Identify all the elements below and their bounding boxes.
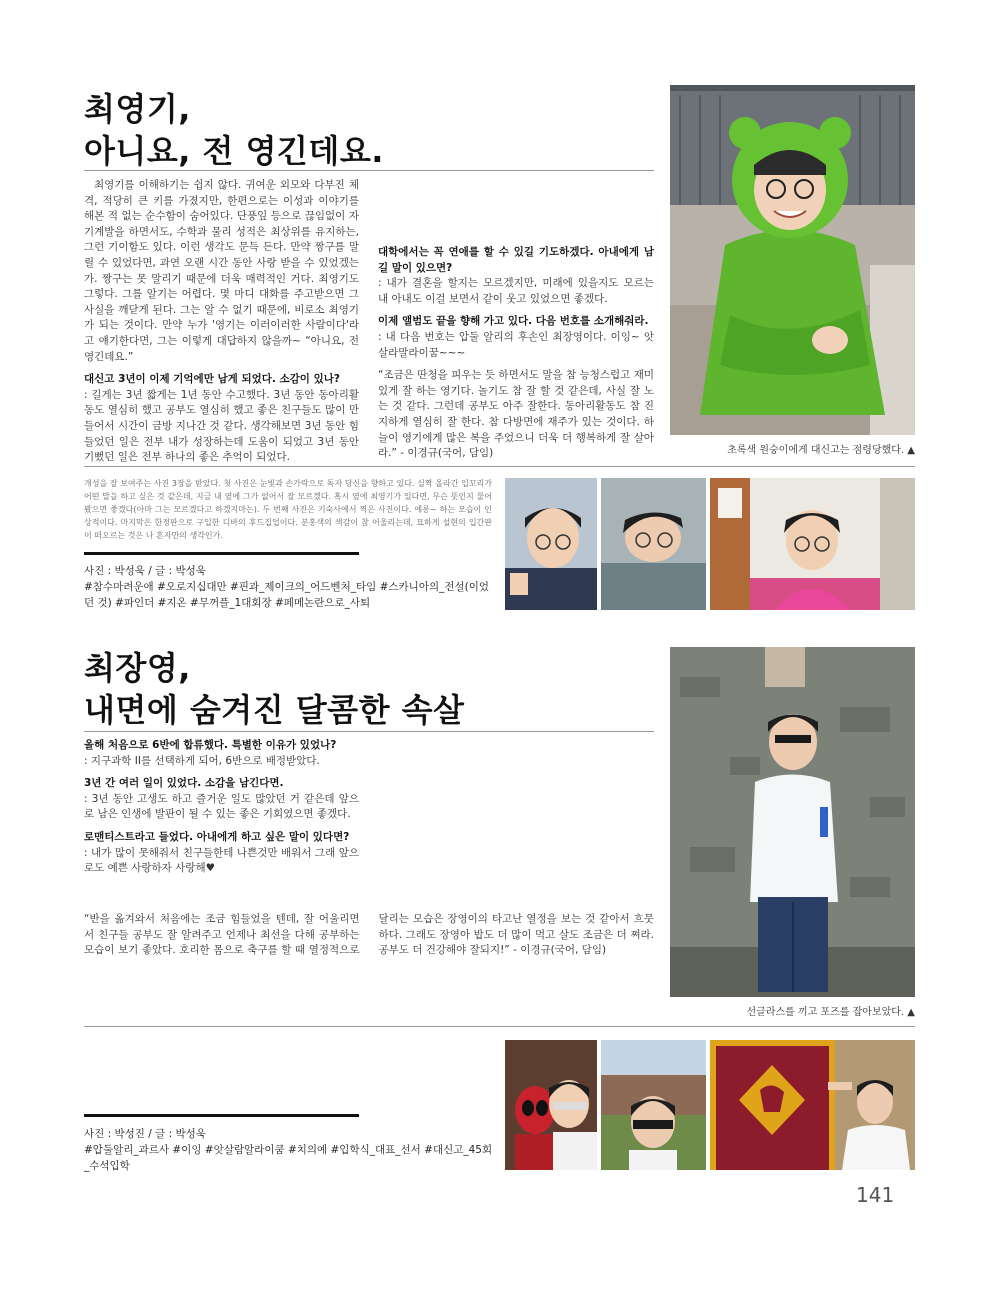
section1-credit: 사진 : 박성욱 / 글 : 박성욱	[84, 565, 206, 577]
section2-small-photo-3	[710, 1040, 915, 1170]
section2-photo-caption: 선글라스를 끼고 포즈를 잡아보았다. ▲	[746, 1007, 915, 1018]
section1-teacher-quote: “조금은 딴청을 피우는 듯 하면서도 말을 참 능청스럽고 재미있게 잘 하는 영기다. 놀기도 참 잘 할 것 같은데, 사실 잘 노는 것 같다. 그런데 공부도 아주 잘한다. 동아리활동도 참 진지하게 열심히 잘 한다. 참 다방면에 재주가 있는 것이다. 하늘이 영기에게 많은 복을 주었으니 더욱 더 행복하게 잘 살아라.” - 이경규(국어, 담임)	[378, 369, 654, 460]
section2-title-rule	[84, 731, 654, 732]
section1-credit-rule	[84, 552, 359, 555]
section1-title-rule	[84, 170, 654, 171]
section1-title-line1: 최영기,	[84, 90, 191, 128]
section2-small-photo-1	[505, 1040, 597, 1170]
section2-divider	[84, 1026, 915, 1027]
section1-small-photo-2	[601, 478, 706, 610]
section2-credits	[84, 1126, 494, 1174]
section2-answer-1: : 지구과학 II를 선택하게 되어, 6반으로 배정받았다.	[84, 754, 320, 767]
section2-answer-2: : 3년 동안 고생도 하고 즐거운 일도 많았던 거 같은데 앞으로 남은 인생에 발판이 될 수 있는 좋은 기회였으면 좋겠다.	[84, 792, 359, 821]
section2-title	[84, 647, 654, 731]
section2-credit-rule	[84, 1114, 359, 1117]
section1-credits	[84, 563, 494, 611]
section2-small-photo-2	[601, 1040, 706, 1170]
section1-column-right	[378, 245, 654, 469]
section2-title-line2: 내면에 숨겨진 달콤한 속살	[84, 691, 465, 729]
section1-title-line2: 아니요, 전 영긴데요.	[84, 132, 384, 170]
section2-tags: #압둘알리_과르사 #이잉 #앗살람알라이쿰 #치의예 #입학식_대표_선서 #대신고_45회_수석입학	[84, 1144, 493, 1172]
section1-small-photo-1	[505, 478, 597, 610]
section2-question-3: 로맨티스트라고 들었다. 아내에게 하고 싶은 말이 있다면?	[84, 830, 350, 843]
section1-small-photo-3	[710, 478, 915, 610]
section2-title-line1: 최장영,	[84, 649, 191, 687]
section2-column-left	[84, 738, 359, 884]
section1-photo-caption: 초록색 원숭이에게 대신고는 점령당했다. ▲	[727, 445, 915, 456]
section2-question-1: 올해 처음으로 6반에 합류했다. 특별한 이유가 있었나?	[84, 739, 337, 751]
section1-answer-2: : 내가 결혼을 할지는 모르겠지만, 미래에 있을지도 모르는 내 아내도 이걸 보면서 같이 웃고 있었으면 좋겠다.	[378, 277, 654, 305]
section2-question-2: 3년 간 여러 일이 있었다. 소감을 남긴다면.	[84, 777, 284, 790]
section1-tags: #참수마려운애 #오로지십대만 #핀과_제이크의_어드벤처_타임 #스카니아의_전설(이었던 것) #파인더 #지온 #무꺼플_1대회장 #페메논란으로_사퇴	[84, 581, 490, 609]
section1-title	[84, 88, 644, 172]
section1-question-3: 이제 앨범도 끝을 향해 가고 있다. 다음 번호를 소개해줘라.	[378, 315, 649, 328]
section1-question-2: 대학에서는 꼭 연애를 할 수 있길 기도하겠다. 아내에게 남길 말이 있으면?	[378, 246, 654, 274]
section1-blurb: 개성을 잘 보여주는 사진 3장을 받았다. 첫 사진은 눈빛과 손가락으로 독자 당신을 향하고 있다. 실짝 올라간 입꼬리가 어떤 말을 하고 싶은 것 같은데, 지금 내 옆에 그가 없어서 잘 모르겠다. 혹시 옆에 최영기가 있다면, 무슨 뜻인지 물어봤으면 좋겠다(아마 그는 모르겠다고 하겠지마는). 두 번째 사진은 기숙사에서 찍은 사진이다. 에롱~ 하는 모습이 인상적이다. 마지막은 한정판으로 구입한 디바의 후드집업이다. 분홍색의 색감이 참 어울리는데, 묘하게 설현의 입간판이 떠오르는 것은 나 혼자만의 생각인가.	[84, 479, 492, 540]
section2-column-right	[84, 912, 654, 1001]
section1-column-left	[84, 178, 359, 473]
section2-answer-3: : 내가 많이 못해줘서 친구들한테 나쁜것만 배워서 그래 앞으로도 예쁜 사랑하자 사랑해♥	[84, 846, 359, 875]
page-number: 141	[856, 1183, 895, 1207]
section2-credit: 사진 : 박성진 / 글 : 박성욱	[84, 1128, 206, 1140]
section2-teacher-quote: “반을 옮겨와서 처음에는 조금 힘들었을 텐데, 잘 어울리면서 친구들 공부도 잘 알려주고 언제나 최선을 다해 공부하는 모습이 보기 좋았다. 호리한 몸으로 축구를 할 때 열정적으로 달리는 모습은 장영이의 타고난 열정을 보는 것 같아서 흐뭇하다. 그래도 장영아 밥도 더 많이 먹고 살도 조금은 더 쪄라. 공부도 더 건강해야 잘되지!” - 이경규(국어, 담임)	[84, 913, 654, 957]
section1-divider	[84, 466, 915, 467]
section1-intro: 최영기를 이해하기는 쉽지 않다. 귀여운 외모와 다부진 체격, 적당히 큰 키를 가졌지만, 한편으로는 이성과 이야기를 해본 적 없는 순수함이 숨어있다. 단풍잎 등으로 끊임없이 자기계발을 하면서도, 수학과 물리 성적은 최상위를 유지하는, 그런 기이함도 있다. 이런 생각도 문득 든다. 만약 짱구를 말릴 수 있었다면, 과연 오랜 시간 동안 사랑 받을 수 있었겠는가. 짱구는 못 말리기 때문에 더욱 매력적인 거다. 최영기도 그렇다. 그를 알기는 어렵다. 몇 마디 대화를 주고받으면 그 사실을 깨닫게 된다. 그는 알 수 없기 때문에, 비로소 최영기가 되는 것이다. 만약 누가 '영기는 이러이러한 사람이다'라고 얘기한다면, 그는 이렇게 대답하지 않을까~ “아니요, 전 영긴데요.”	[84, 179, 359, 363]
section1-answer-3: : 내 다음 번호는 압둘 알리의 후손인 최장영이다. 이잉~ 앗살라말라이꿈~~~	[378, 330, 654, 359]
section1-question-1: 대신고 3년이 이제 기억에만 남게 되었다. 소감이 있나?	[84, 373, 340, 386]
section1-main-photo	[670, 85, 915, 435]
section2-main-photo	[670, 647, 915, 997]
section1-answer-1: : 길게는 3년 짧게는 1년 동안 수고했다. 3년 동안 동아리활동도 열심히 했고 공부도 열심히 했고 좋은 친구들도 많이 만들어서 시간이 금방 지나간 것 같다. 생각해보면 3년 동안 힘들었던 일은 전부 내가 성장하는데 도움이 되었고 3년 동안 기뻤던 일은 전부 하나의 좋은 추억이 되었다.	[84, 388, 359, 464]
